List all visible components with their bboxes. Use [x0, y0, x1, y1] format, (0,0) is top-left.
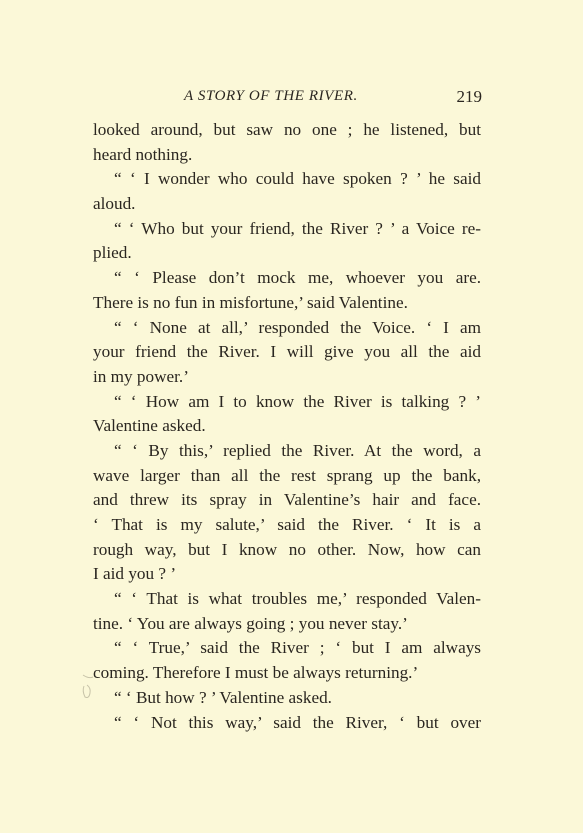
text-line: rough way, but I know no other. Now, how can [93, 539, 481, 559]
text-line: “ ‘ I wonder who could have spoken ? ’ he said [114, 169, 481, 189]
page-number: 219 [456, 87, 482, 106]
text-line: “ ‘ True,’ said the River ; ‘ but I am always [114, 638, 481, 658]
text-line: “ ‘ That is what troubles me,’ responded Valen- [114, 589, 481, 609]
text-line: wave larger than all the rest sprang up the bank, [93, 465, 481, 485]
text-line: “ ‘ But how ? ’ Valentine asked. [114, 687, 332, 707]
text-line: ‘ That is my salute,’ said the River. ‘ It is a [93, 515, 481, 534]
text-line: Valentine asked. [93, 416, 206, 436]
text-line: “ ‘ None at all,’ responded the Voice. ‘ I am [114, 317, 481, 337]
running-header [93, 88, 485, 112]
text-line: There is no fun in misfortune,’ said Valentine. [93, 292, 408, 312]
text-line: and threw its spray in Valentine’s hair and face. [93, 490, 481, 510]
text-line: heard nothing. [93, 144, 193, 164]
text-line: tine. ‘ You are always going ; you never stay.’ [93, 613, 408, 633]
text-line: plied. [93, 243, 132, 263]
text-line: “ ‘ By this,’ replied the River. At the word, a [114, 440, 481, 460]
text-line: in my power.’ [93, 366, 189, 386]
text-line: “ ‘ How am I to know the River is talking ? ’ [114, 391, 481, 411]
text-line: I aid you ? ’ [93, 564, 177, 584]
text-line: looked around, but saw no one ; he listened, but [93, 120, 481, 139]
body-text [93, 118, 481, 735]
margin-smudge-mark [80, 673, 98, 701]
text-line: aloud. [93, 194, 136, 214]
text-line: “ ‘ Please don’t mock me, whoever you are. [114, 268, 481, 288]
running-title: A STORY OF THE RIVER. [184, 88, 358, 104]
text-line: your friend the River. I will give you all the aid [93, 342, 481, 362]
text-line: coming. Therefore I must be always returning.’ [93, 663, 419, 683]
text-line: “ ‘ Not this way,’ said the River, ‘ but over [114, 712, 481, 732]
text-line: “ ‘ Who but your friend, the River ? ’ a Voice re- [114, 218, 481, 238]
